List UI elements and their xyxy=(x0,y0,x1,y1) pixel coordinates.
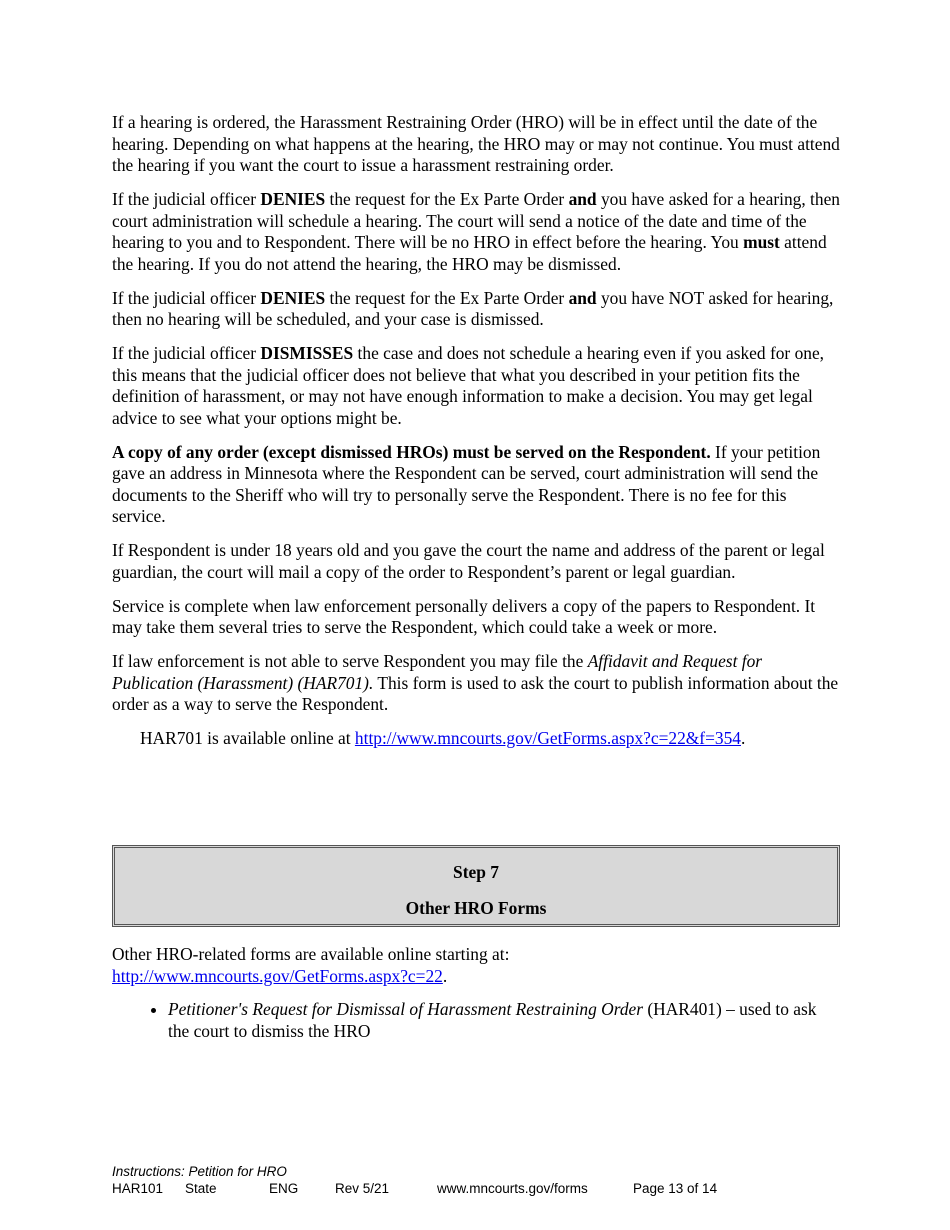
footer-website: www.mncourts.gov/forms xyxy=(437,1181,588,1196)
document-body xyxy=(112,112,840,762)
denies-with-hearing-paragraph: If the judicial officer DENIES the request for the Ex Parte Order and you have asked for a hearing, then court administration will schedule a hearing. The court will send a notice of the date and time of the hearing to you and to Respondent. There will be no HRO in effect before the hearing. You must attend the hearing. If you do not attend the hearing, the HRO may be dismissed. xyxy=(112,189,840,274)
other-forms-intro: Other HRO-related forms are available online starting at: http://www.mncourts.gov/GetForms.aspx?c=22. xyxy=(112,944,510,986)
footer-revision: Rev 5/21 xyxy=(335,1181,390,1196)
publication-paragraph: If law enforcement is not able to serve Respondent you may file the Affidavit and Request for Publication (Harassment) (HAR701). This form is used to ask the court to publish information about the order as a way to serve the Respondent. xyxy=(112,651,839,714)
minor-respondent-paragraph: If Respondent is under 18 years old and you gave the court the name and address of the parent or legal guardian, the court will mail a copy of the order to Respondent’s parent or legal guardian. xyxy=(112,540,825,582)
footer-form-code: HAR101 xyxy=(112,1181,164,1196)
footer-state: State xyxy=(185,1181,217,1196)
other-forms-list xyxy=(112,999,840,1042)
denies-no-hearing-paragraph: If the judicial officer DENIES the request for the Ex Parte Order and you have NOT asked for hearing, then no hearing will be scheduled, and your case is dismissed. xyxy=(112,287,834,329)
service-paragraph: A copy of any order (except dismissed HROs) must be served on the Respondent. If your petition gave an address in Minnesota where the Respondent can be served, court administration will send the documents to the Sheriff who will try to personally serve the Respondent. There is no fee for this service. xyxy=(112,441,821,526)
step-7-header xyxy=(112,845,840,927)
footer-info-row xyxy=(112,1180,840,1197)
service-complete-paragraph: Service is complete when law enforcement personally delivers a copy of the papers to Respondent. It may take them several tries to serve the Respondent, which could take a week or more. xyxy=(112,595,816,637)
footer-title: Instructions: Petition for HRO xyxy=(112,1164,287,1179)
footer-language: ENG xyxy=(269,1181,299,1196)
step-title: Other HRO Forms xyxy=(405,898,547,918)
page-footer xyxy=(112,1163,840,1197)
har701-link[interactable]: http://www.mncourts.gov/GetForms.aspx?c=22&f=354 xyxy=(354,728,741,748)
other-forms-link[interactable]: http://www.mncourts.gov/GetForms.aspx?c=22 xyxy=(112,965,443,986)
step-number: Step 7 xyxy=(453,862,499,882)
har701-availability: HAR701 is available online at http://www.mncourts.gov/GetForms.aspx?c=22&f=354. xyxy=(140,728,746,748)
hearing-ordered-paragraph: If a hearing is ordered, the Harassment Restraining Order (HRO) will be in effect until the date of the hearing. Depending on what happens at the hearing, the HRO may or may not continue. You must attend the hearing if you want the court to issue a harassment restraining order. xyxy=(112,112,840,175)
other-forms-section xyxy=(112,944,840,1042)
dismisses-paragraph: If the judicial officer DISMISSES the case and does not schedule a hearing even if you asked for one, this means that the judicial officer does not believe that what you described in your petition fits the definition of harassment, or may not have enough information to make a decision. You may get legal advice to see what your options might be. xyxy=(112,343,825,428)
footer-page-number: Page 13 of 14 xyxy=(633,1181,718,1196)
list-item: • Petitioner's Request for Dismissal of Harassment Restraining Order (HAR401) – used to ask the court to dismiss the HRO xyxy=(168,999,840,1042)
